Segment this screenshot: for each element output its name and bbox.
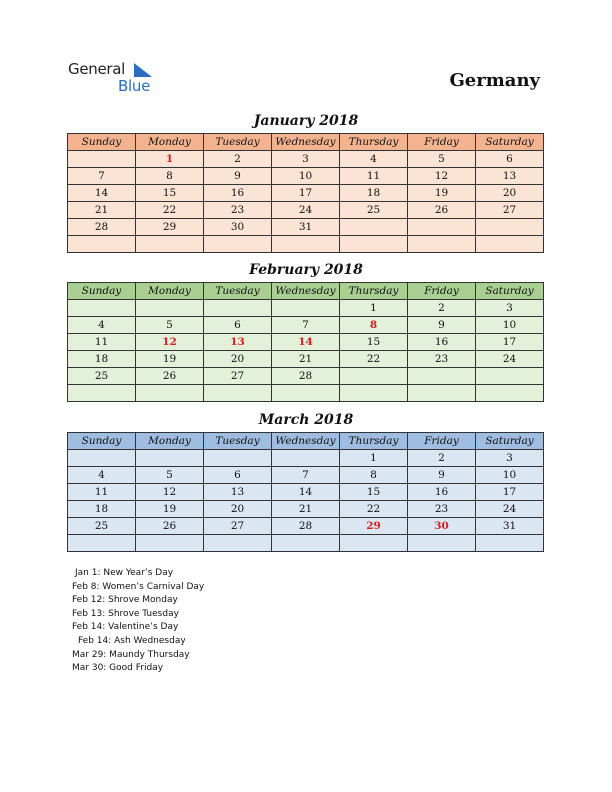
month-title-february: February 2018 [249,262,363,278]
holiday-day-cell: 8 [340,317,408,334]
day-cell: 17 [272,185,340,202]
day-cell: 21 [272,351,340,368]
day-cell: 25 [68,368,136,385]
day-cell: 18 [68,351,136,368]
holiday-day-cell: 13 [204,334,272,351]
logo-text-general: General [68,60,126,78]
day-cell: 15 [136,185,204,202]
day-cell: 28 [272,518,340,535]
empty-day-cell [68,300,136,317]
empty-day-cell [476,368,544,385]
day-cell: 17 [476,334,544,351]
empty-day-cell [476,219,544,236]
week-row [68,185,544,202]
week-row [68,202,544,219]
day-cell: 20 [476,185,544,202]
day-cell: 28 [68,219,136,236]
day-cell: 3 [476,300,544,317]
day-cell: 1 [340,300,408,317]
day-cell: 6 [476,151,544,168]
empty-day-cell [136,450,204,467]
holiday-day-cell: 1 [136,151,204,168]
week-row [68,334,544,351]
empty-day-cell [340,368,408,385]
day-cell: 30 [204,219,272,236]
holiday-day-cell: 12 [136,334,204,351]
weekday-sunday: Sunday [68,283,136,300]
holiday-item: Feb 8: Women’s Carnival Day [72,581,205,592]
weekday-wednesday: Wednesday [272,134,340,151]
empty-day-cell [68,151,136,168]
day-cell: 16 [408,484,476,501]
day-cell: 26 [408,202,476,219]
holiday-item: Feb 14: Valentine’s Day [72,622,179,633]
weekday-tuesday: Tuesday [204,134,272,151]
weekday-monday: Monday [136,134,204,151]
day-cell: 9 [408,467,476,484]
empty-day-cell [136,236,204,253]
day-cell: 26 [136,518,204,535]
calendar-march [67,432,544,552]
weekday-monday: Monday [136,283,204,300]
day-cell: 7 [68,168,136,185]
day-cell: 8 [340,467,408,484]
empty-day-cell [204,236,272,253]
week-row [68,484,544,501]
day-cell: 22 [136,202,204,219]
empty-day-cell [136,300,204,317]
day-cell: 6 [204,467,272,484]
holiday-item: Mar 29: Maundy Thursday [72,649,190,660]
day-cell: 4 [340,151,408,168]
empty-day-cell [272,236,340,253]
day-cell: 19 [408,185,476,202]
day-cell: 6 [204,317,272,334]
day-cell: 3 [272,151,340,168]
generalblue-logo [68,60,168,100]
empty-day-cell [408,535,476,552]
day-cell: 24 [476,501,544,518]
day-cell: 12 [136,484,204,501]
week-row [68,518,544,535]
weekday-header-row [68,134,544,151]
empty-day-cell [408,236,476,253]
weekday-header-row [68,433,544,450]
holiday-item: Feb 14: Ash Wednesday [78,635,186,646]
empty-day-cell [340,236,408,253]
holiday-list [72,567,204,676]
empty-day-cell [68,450,136,467]
week-row [68,385,544,402]
day-cell: 9 [204,168,272,185]
day-cell: 27 [476,202,544,219]
empty-day-cell [408,219,476,236]
day-cell: 27 [204,368,272,385]
day-cell: 2 [204,151,272,168]
day-cell: 18 [68,501,136,518]
empty-day-cell [340,535,408,552]
day-cell: 29 [136,219,204,236]
empty-day-cell [408,385,476,402]
day-cell: 1 [340,450,408,467]
day-cell: 22 [340,351,408,368]
day-cell: 20 [204,351,272,368]
day-cell: 11 [68,484,136,501]
day-cell: 24 [476,351,544,368]
holiday-day-cell: 30 [408,518,476,535]
weekday-saturday: Saturday [476,433,544,450]
month-title-january: January 2018 [253,113,359,129]
day-cell: 23 [408,351,476,368]
day-cell: 28 [272,368,340,385]
empty-day-cell [204,450,272,467]
day-cell: 8 [136,168,204,185]
empty-day-cell [136,385,204,402]
day-cell: 17 [476,484,544,501]
week-row [68,236,544,253]
day-cell: 11 [68,334,136,351]
week-row [68,351,544,368]
empty-day-cell [340,219,408,236]
day-cell: 4 [68,467,136,484]
weekday-saturday: Saturday [476,283,544,300]
empty-day-cell [204,300,272,317]
holiday-item: Jan 1: New Year’s Day [75,568,174,578]
empty-day-cell [272,385,340,402]
day-cell: 13 [476,168,544,185]
day-cell: 11 [340,168,408,185]
holiday-item: Mar 30: Good Friday [72,663,164,674]
week-row [68,467,544,484]
day-cell: 26 [136,368,204,385]
weekday-friday: Friday [408,283,476,300]
weekday-thursday: Thursday [340,283,408,300]
calendar-february [67,282,544,402]
holiday-item: Feb 13: Shrove Tuesday [72,608,179,619]
day-cell: 19 [136,351,204,368]
empty-day-cell [408,368,476,385]
day-cell: 31 [476,518,544,535]
day-cell: 20 [204,501,272,518]
empty-day-cell [476,535,544,552]
day-cell: 3 [476,450,544,467]
weekday-saturday: Saturday [476,134,544,151]
logo-text-blue: Blue [118,77,150,95]
weekday-sunday: Sunday [68,433,136,450]
holiday-item: Feb 12: Shrove Monday [72,595,178,606]
weekday-wednesday: Wednesday [272,283,340,300]
day-cell: 10 [476,317,544,334]
weekday-sunday: Sunday [68,134,136,151]
day-cell: 21 [272,501,340,518]
empty-day-cell [68,385,136,402]
empty-day-cell [272,300,340,317]
week-row [68,501,544,518]
day-cell: 31 [272,219,340,236]
weekday-thursday: Thursday [340,134,408,151]
day-cell: 14 [272,484,340,501]
holiday-day-cell: 14 [272,334,340,351]
day-cell: 7 [272,317,340,334]
day-cell: 23 [408,501,476,518]
day-cell: 27 [204,518,272,535]
day-cell: 25 [68,518,136,535]
weekday-tuesday: Tuesday [204,433,272,450]
empty-day-cell [476,236,544,253]
weekday-wednesday: Wednesday [272,433,340,450]
empty-day-cell [204,535,272,552]
week-row [68,317,544,334]
day-cell: 19 [136,501,204,518]
week-row [68,168,544,185]
country-title: Germany [449,70,540,91]
day-cell: 24 [272,202,340,219]
weekday-monday: Monday [136,433,204,450]
week-row [68,368,544,385]
day-cell: 22 [340,501,408,518]
day-cell: 14 [68,185,136,202]
day-cell: 10 [476,467,544,484]
day-cell: 2 [408,300,476,317]
day-cell: 21 [68,202,136,219]
day-cell: 16 [408,334,476,351]
week-row [68,450,544,467]
day-cell: 23 [204,202,272,219]
day-cell: 25 [340,202,408,219]
weekday-friday: Friday [408,433,476,450]
day-cell: 15 [340,334,408,351]
day-cell: 9 [408,317,476,334]
weekday-header-row [68,283,544,300]
day-cell: 5 [136,467,204,484]
logo-triangle-icon [132,62,154,78]
calendar-january [67,133,544,253]
day-cell: 16 [204,185,272,202]
empty-day-cell [340,385,408,402]
day-cell: 7 [272,467,340,484]
empty-day-cell [68,236,136,253]
day-cell: 15 [340,484,408,501]
weekday-friday: Friday [408,134,476,151]
weekday-tuesday: Tuesday [204,283,272,300]
day-cell: 5 [136,317,204,334]
empty-day-cell [68,535,136,552]
week-row [68,535,544,552]
week-row [68,151,544,168]
day-cell: 18 [340,185,408,202]
week-row [68,300,544,317]
empty-day-cell [272,535,340,552]
empty-day-cell [204,385,272,402]
day-cell: 10 [272,168,340,185]
week-row [68,219,544,236]
day-cell: 5 [408,151,476,168]
day-cell: 13 [204,484,272,501]
day-cell: 12 [408,168,476,185]
day-cell: 4 [68,317,136,334]
day-cell: 2 [408,450,476,467]
holiday-day-cell: 29 [340,518,408,535]
empty-day-cell [136,535,204,552]
month-title-march: March 2018 [258,412,354,428]
empty-day-cell [476,385,544,402]
weekday-thursday: Thursday [340,433,408,450]
empty-day-cell [272,450,340,467]
